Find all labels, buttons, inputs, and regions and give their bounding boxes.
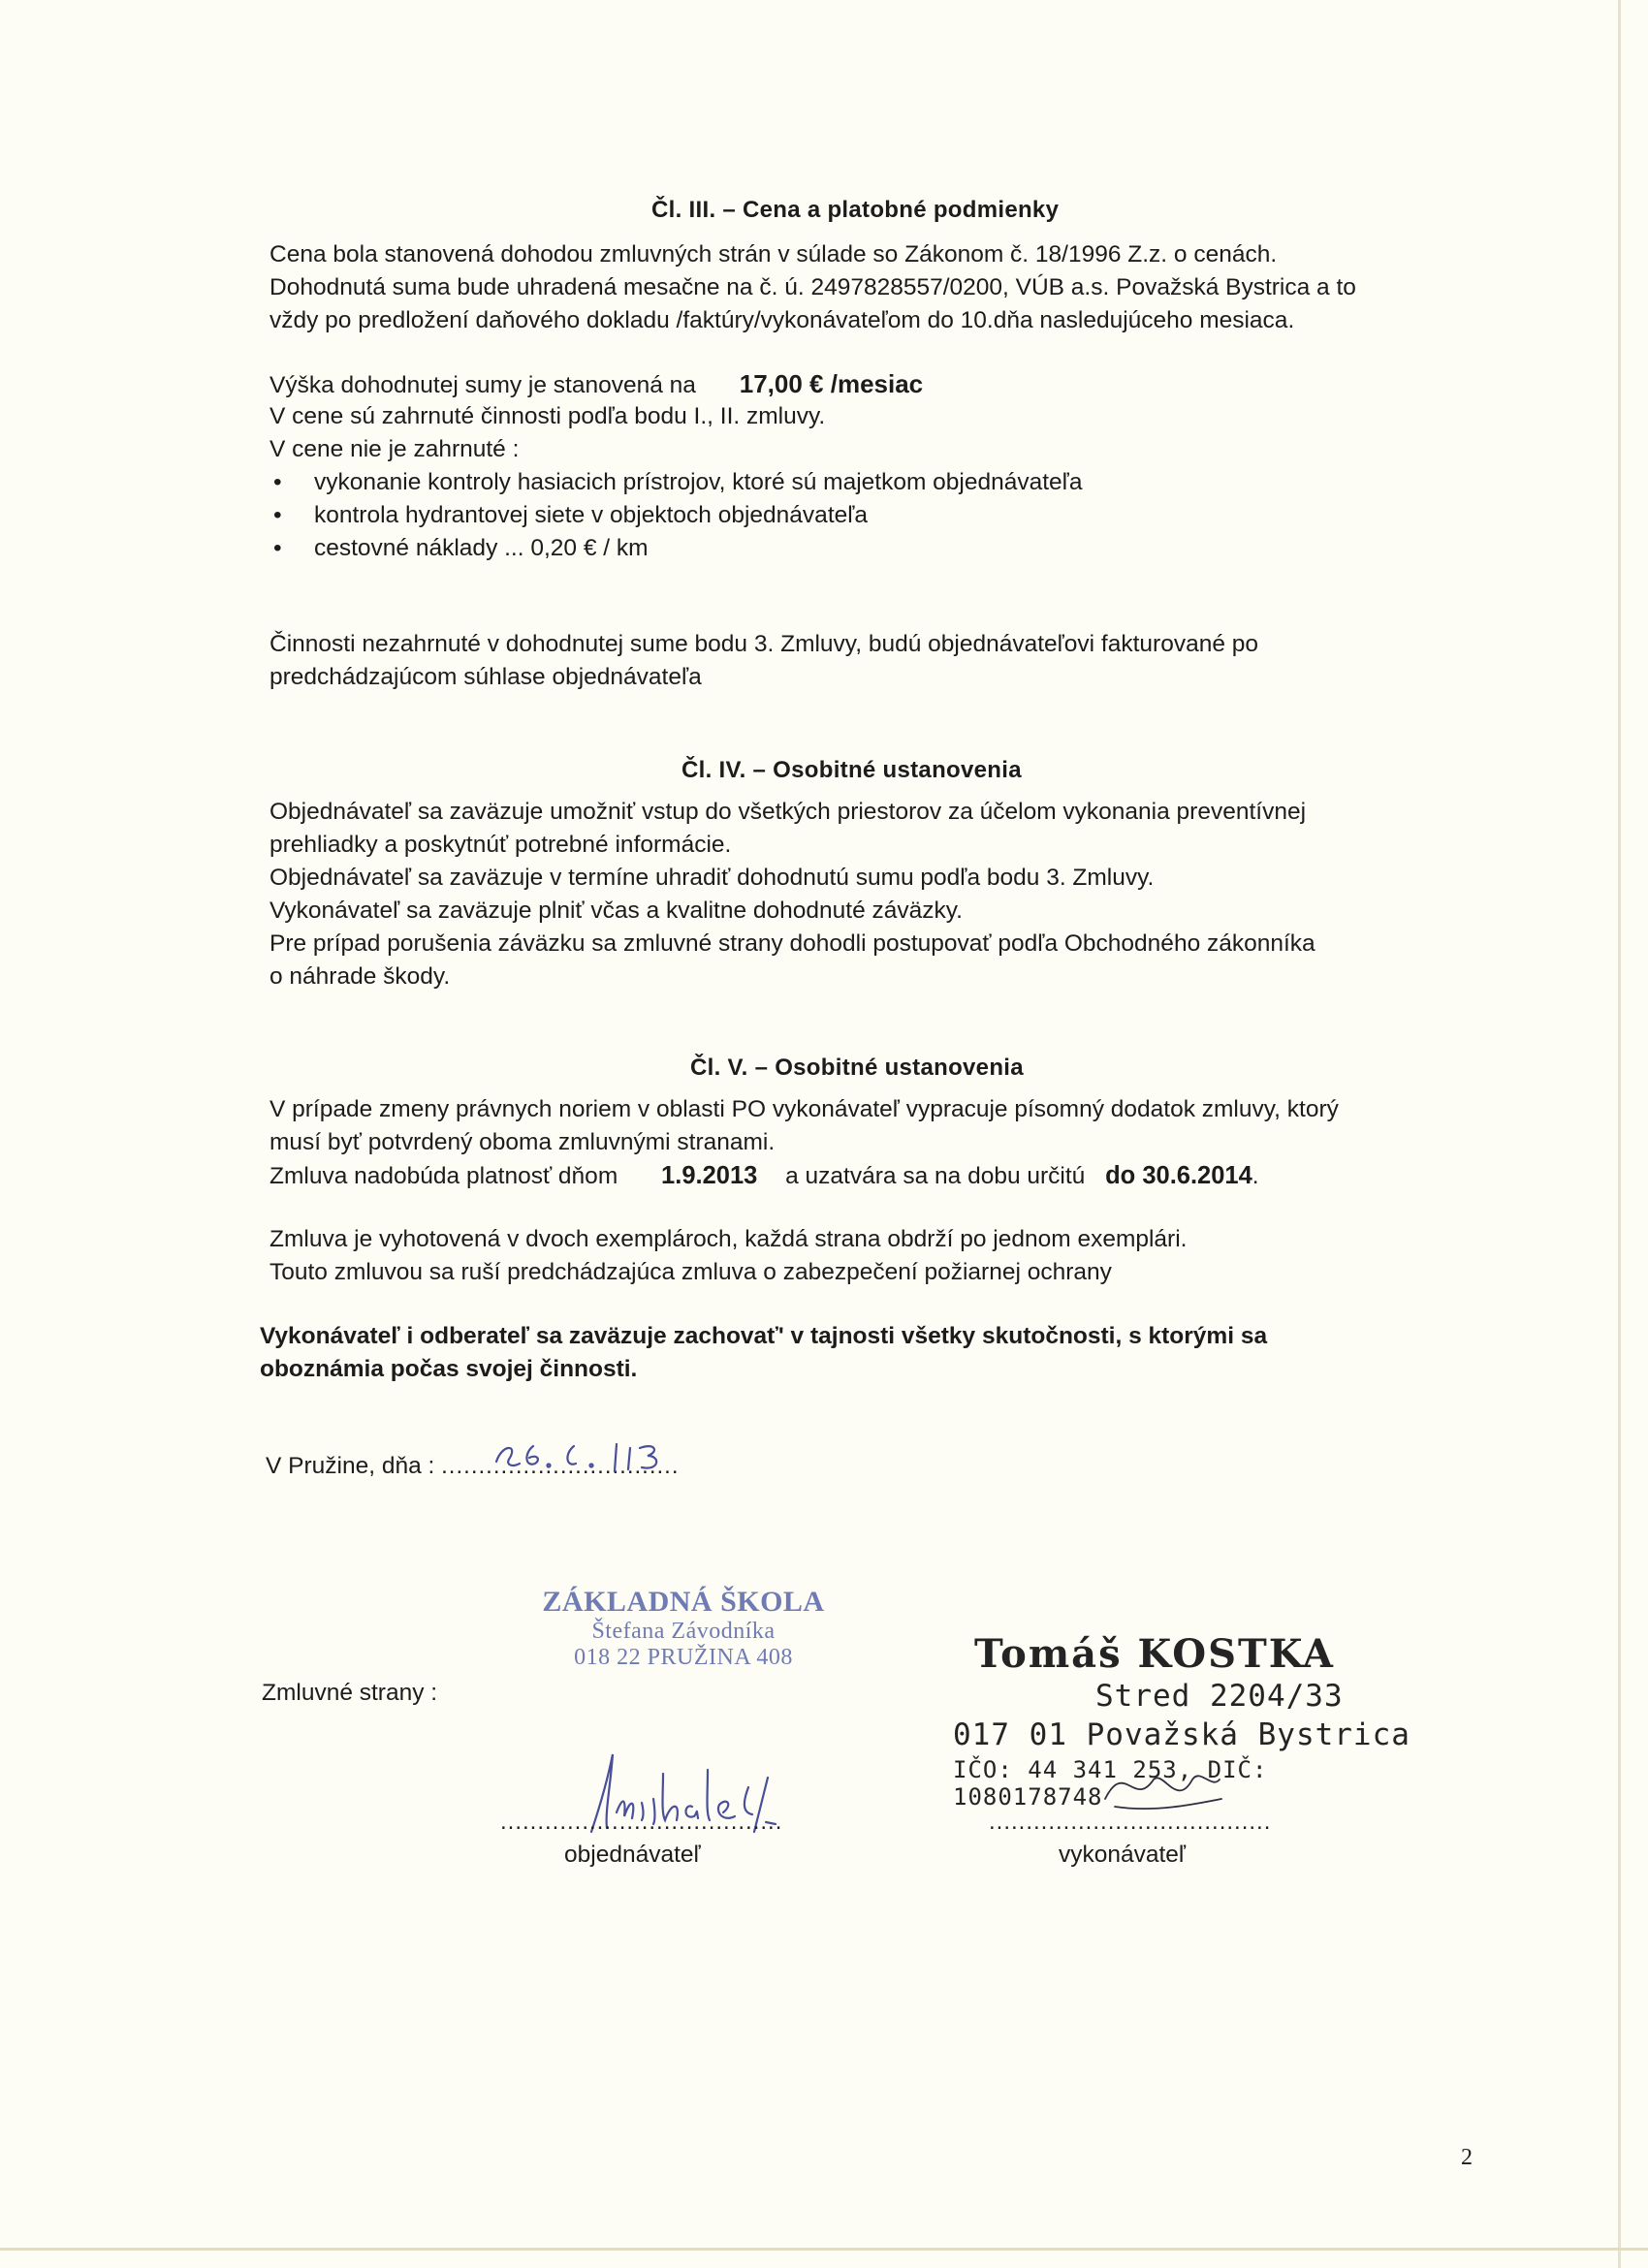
para-line: prehliadky a poskytnúť potrebné informácie. (269, 832, 732, 858)
para-line: Činnosti nezahrnuté v dohodnutej sume bodu 3. Zmluvy, budú objednávateľovi fakturované po (269, 631, 1259, 657)
secrecy-clause (260, 1320, 1483, 1386)
para-line: Dohodnutá suma bude uhradená mesačne na č. ú. 2497828557/0200, VÚB a.s. Považská Bystrica a to (269, 274, 1356, 300)
section-5-body (269, 1093, 1483, 1159)
validity-mid: a uzatvára sa na dobu určitú (785, 1163, 1086, 1189)
stamp-line: 017 01 Považská Bystrica (953, 1717, 1410, 1752)
not-included-label: V cene nie je zahrnuté : (269, 436, 520, 462)
stamp-line: IČO: 44 341 253, DIČ: 1080178748 (953, 1756, 1268, 1811)
role-contractor: vykonávateľ (1059, 1842, 1187, 1868)
para-line: Objednávateľ sa zaväzuje umožniť vstup do všetkých priestorov za účelom vykonania preventívnej (269, 799, 1307, 825)
para-line: Vykonávateľ i odberateľ sa zaväzuje zachovať' v tajnosti všetky skutočnosti, s ktorými sa (260, 1323, 1268, 1349)
signature-line-right: ...................................... (989, 1809, 1272, 1835)
not-included-list (268, 466, 1082, 565)
para-line: Vykonávateľ sa zaväzuje plniť včas a kvalitne dohodnuté záväzky. (269, 898, 963, 924)
validity-row (269, 1159, 1259, 1193)
para-line: Cena bola stanovená dohodou zmluvných strán v súlade so Zákonom č. 18/1996 Z.z. o cenách. (269, 241, 1278, 268)
section-3-heading: Čl. III. – Cena a platobné podmienky (651, 197, 1060, 223)
date-dots: ................................ (441, 1453, 680, 1479)
stamp-line: Tomáš KOSTKA (974, 1631, 1335, 1677)
page-number: 2 (1461, 2145, 1473, 2170)
signature-line-left: ...................................... (500, 1809, 783, 1835)
parties-label: Zmluvné strany : (262, 1680, 438, 1706)
section-3-paragraph-1 (269, 238, 1483, 337)
para-line: predchádzajúcom súhlase objednávateľa (269, 664, 702, 690)
handwritten-date (485, 1425, 717, 1483)
stamp-line: ZÁKLADNÁ ŠKOLA (542, 1586, 825, 1618)
section-5-heading: Čl. V. – Osobitné ustanovenia (690, 1055, 1024, 1081)
price-value: 17,00 € /mesiac (739, 369, 924, 398)
para-line: musí byť potvrdený oboma zmluvnými stranami. (269, 1129, 776, 1155)
para-line: vždy po predložení daňového dokladu /faktúry/vykonávateľom do 10.dňa nasledujúceho mesiaca. (269, 307, 1295, 333)
cancel-text: Touto zmluvou sa ruší predchádzajúca zmluva o zabezpečení požiarnej ochrany (269, 1259, 1112, 1285)
section-3-paragraph-2 (269, 628, 1483, 694)
para-line: V prípade zmeny právnych noriem v oblasti PO vykonávateľ vypracuje písomný dodatok zmluvy, ktorý (269, 1096, 1339, 1122)
role-ordering-party: objednávateľ (564, 1842, 701, 1868)
copies-text: Zmluva je vyhotovená v dvoch exemplároch, každá strana obdrží po jednom exemplári. (269, 1226, 1188, 1252)
para-line: o náhrade škody. (269, 963, 451, 990)
validity-start-date: 1.9.2013 (661, 1162, 758, 1189)
list-item: • vykonanie kontroly hasiacich prístrojov, ktoré sú majetkom objednávateľa (268, 466, 1082, 499)
school-stamp (538, 1586, 829, 1671)
paper-edge-bottom (0, 2248, 1648, 2251)
section-4-body (269, 796, 1483, 993)
place-label: V Pružine, dňa : (266, 1453, 442, 1479)
stamp-line: Štefana Závodníka (591, 1619, 776, 1644)
validity-end-date: do 30.6.2014 (1105, 1162, 1252, 1189)
section-4-heading: Čl. IV. – Osobitné ustanovenia (681, 757, 1022, 783)
paper-edge-right (1618, 0, 1621, 2268)
stamp-line: Stred 2204/33 (1095, 1679, 1344, 1714)
list-item: • kontrola hydrantovej siete v objektoch objednávateľa (268, 499, 1082, 532)
validity-prefix: Zmluva nadobúda platnosť dňom (269, 1163, 618, 1189)
stamp-line: 018 22 PRUŽINA 408 (574, 1645, 793, 1670)
included-text: V cene sú zahrnuté činnosti podľa bodu I., II. zmluvy. (269, 403, 826, 429)
para-line: oboznámia počas svojej činnosti. (260, 1356, 638, 1382)
list-item: • cestovné náklady ... 0,20 € / km (268, 532, 1082, 565)
price-row (269, 367, 923, 402)
para-line: Objednávateľ sa zaväzuje v termíne uhradiť dohodnutú sumu podľa bodu 3. Zmluvy. (269, 865, 1155, 891)
price-label: Výška dohodnutej sumy je stanovená na (269, 372, 696, 398)
para-line: Pre prípad porušenia záväzku sa zmluvné strany dohodli postupovať podľa Obchodného zákonníka (269, 930, 1315, 957)
validity-dot: . (1252, 1163, 1259, 1189)
